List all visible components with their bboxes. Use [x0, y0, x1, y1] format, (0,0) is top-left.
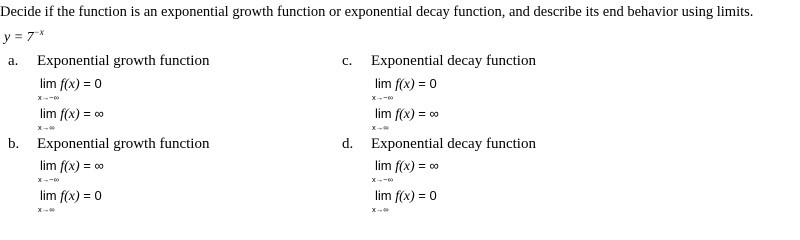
limit-value: = 0: [418, 76, 437, 91]
limit-value: = ∞: [418, 106, 439, 121]
function-name: f(x): [395, 77, 415, 92]
lim-word: lim: [40, 158, 57, 173]
function-name: f(x): [395, 107, 415, 122]
limit-subscript: x→∞: [372, 123, 389, 132]
option-title: Exponential growth function: [37, 53, 210, 69]
lim-word: lim: [40, 106, 57, 121]
equation-base: y = 7: [4, 30, 34, 45]
limit-subscript: x→∞: [38, 205, 55, 214]
limit-subscript: x→−∞: [38, 175, 59, 184]
option-title: Exponential decay function: [371, 136, 536, 152]
function-name: f(x): [60, 77, 80, 92]
limit-subscript: x→∞: [372, 205, 389, 214]
function-name: f(x): [60, 159, 80, 174]
limit-value: = 0: [83, 76, 102, 91]
limit-expression: [375, 158, 439, 175]
lim-word: lim: [375, 158, 392, 173]
limit-value: = ∞: [83, 106, 104, 121]
option-letter: b.: [8, 136, 20, 152]
limit-subscript: x→−∞: [372, 175, 393, 184]
limit-value: = 0: [418, 188, 437, 203]
option-letter: c.: [342, 53, 353, 69]
function-equation: [4, 27, 44, 46]
limit-value: = ∞: [418, 158, 439, 173]
option-letter: a.: [8, 53, 19, 69]
lim-word: lim: [40, 76, 57, 91]
limit-expression: [375, 76, 437, 93]
function-name: f(x): [395, 159, 415, 174]
option-title: Exponential growth function: [37, 136, 210, 152]
option-letter: d.: [342, 136, 354, 152]
limit-expression: [375, 188, 437, 205]
limit-subscript: x→−∞: [372, 93, 393, 102]
equation-exponent: −x: [33, 27, 44, 37]
function-name: f(x): [395, 189, 415, 204]
limit-expression: [40, 106, 104, 123]
limit-expression: [40, 158, 104, 175]
lim-word: lim: [40, 188, 57, 203]
function-name: f(x): [60, 107, 80, 122]
limit-expression: [40, 188, 102, 205]
limit-expression: [40, 76, 102, 93]
limit-value: = ∞: [83, 158, 104, 173]
option-title: Exponential decay function: [371, 53, 536, 69]
question-text: Decide if the function is an exponential growth function or exponential decay function, and describe its end behavior using limits.: [0, 4, 754, 20]
limit-subscript: x→−∞: [38, 93, 59, 102]
lim-word: lim: [375, 188, 392, 203]
limit-value: = 0: [83, 188, 102, 203]
lim-word: lim: [375, 106, 392, 121]
lim-word: lim: [375, 76, 392, 91]
limit-subscript: x→∞: [38, 123, 55, 132]
limit-expression: [375, 106, 439, 123]
function-name: f(x): [60, 189, 80, 204]
